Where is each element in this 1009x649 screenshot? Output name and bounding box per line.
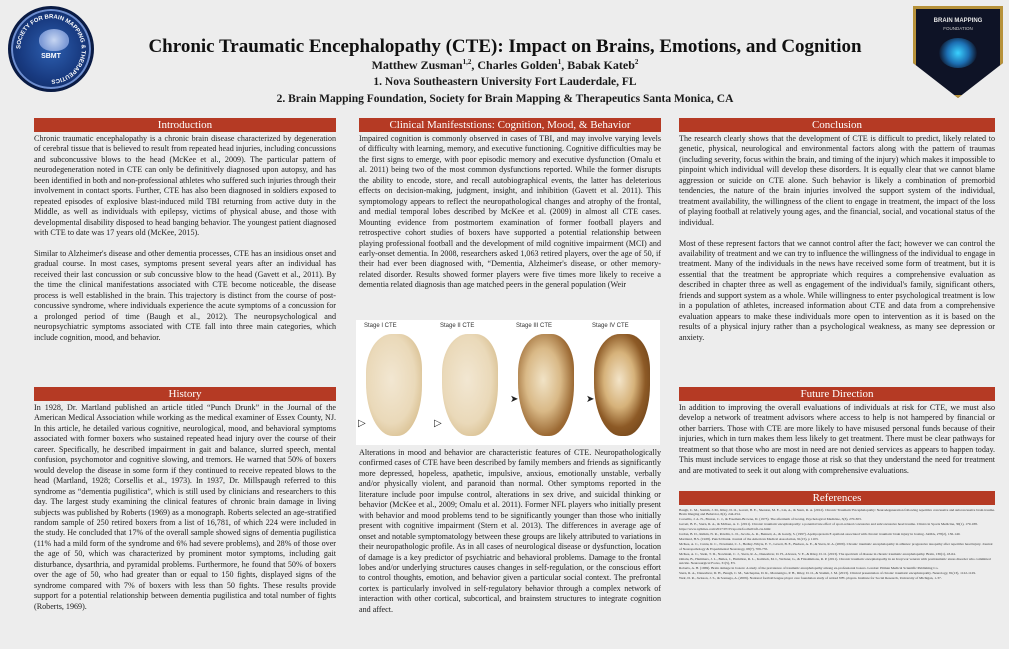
sbmt-label: SBMT (41, 53, 61, 60)
reference-item: Baugh, C. M., Stamm, J. M., Riley, D. O., Gavett, B. E., Shenton, M. E., Lin, A., & Stern, R. A. (2012). Chronic Traumatic Encephalopathy: Neurodegeneration following repetitive concussive and subconcussive brain trauma. Brain Imaging and Behavior, 6(2), 244-254. (679, 508, 995, 517)
stage-panel (508, 320, 584, 445)
stage-panel (356, 320, 432, 445)
reference-item: Martland, H.S. (1928). Punch Drunk. Journal of the American Medical Association, 91(15), p 1103. (679, 537, 819, 542)
clinical-body-bottom (359, 448, 661, 643)
sbmt-logo-icon (8, 6, 94, 92)
brain-slice-image (594, 334, 650, 436)
introduction-heading: Introduction (34, 118, 336, 132)
reference-item: Weir, D. R., Jackson, J. S., & Sonnega, A. (2009). National football league player care foundation study of retired NFL players. Institute for Social Research, University of Michigan, 1-37. (679, 576, 942, 581)
brain-slice-image (366, 334, 422, 436)
affiliation-2: 2. Brain Mapping Foundation, Society for Brain Mapping & Therapeutics Santa Monica, CA (276, 93, 734, 105)
history-heading: History (34, 387, 336, 401)
brain-slice-image (442, 334, 498, 436)
conclusion-paragraph: The research clearly shows that the development of CTE is difficult to predict, likely related to genetic, physical, neurological and environmental factors along with the pattern of traumas (including severity, focus within the brain, and timing of the injury) which makes it impossible to pinpoint which individual will develop these disorders. It is equally clear that we cannot blame aggression or suicide on CTE alone. Such behavior is likely a combination of premorbid tendencies, the nature of the brain injuries involved the support system of the individual, treatment availability, the willingness of the client to engage in treatment, the impact of the loss of playing football at relatively young ages, and the financial, social, and vocational status of the individual. (679, 134, 995, 227)
arrow-icon: ➤ (510, 394, 519, 405)
svg-text:SOCIETY FOR BRAIN MAPPING & TH: SOCIETY FOR BRAIN MAPPING & THERAPEUTICS (16, 14, 86, 84)
clinical-body-top (359, 134, 661, 318)
clinical-paragraph: Alterations in mood and behavior are characteristic features of CTE. Neuropathologically confirmed cases of CTE have been described by family members and friends as significantly more depressed, hopeless, apathetic, impulsive, anxious, emotionally unstable, verbally and/or physically violent, and paranoid than normal. Other symptoms reported in the literature include poor impulse control, alterations in sex drive, and suicidal thinking or behavior (McKee et al., 2009; Omalu et al. 2011). Former NFL players who initially present with behavior and mood problems tend to be significantly younger than those who initially present with cognitive impairment (Stern et al. 2013). The differences in average age of onset and notable symptomatology between these groups are likely attributed to variations in their neuropathologic profile. As in all cases of neurological disease or dysfunction, location of damage is a key predictor of psychiatric and behavioral problems. Damage to the frontal lobes and/or underlying structures causes changes in self-regulation, or the conscious effort to control thoughts, emotion, and behavior given a particular social context. The prefrontal cortex is particularly involved in self-regulatory behavior through a complex network of interaction with other cortical, subcortical, and brainstem structures to integrate cognition and affect. (359, 448, 661, 614)
future-direction-body (679, 403, 995, 489)
brain-icon (39, 29, 69, 51)
reference-item: Corsellis, J. A. N., Bruton, C. J., & Freeman-Browne, D. (1973). The aftermath of boxing. Psychological Medicine, 3(3), 270-303. (679, 517, 862, 522)
logo-brand-text: BRAIN MAPPING FOUNDATION (933, 18, 983, 31)
brain-slice-image (518, 334, 574, 436)
reference-item: Omalu, B., Hammers, J. L., Bailes, J., Hamilton, R. L., Kamboh, M. I., Webster, G., & Fitzsimmons, R. P. (2011). Chronic traumatic encephalopathy in an Iraqi war veteran with posttraumatic stress disorder who committed suicide. Neurosurgical Focus, 31(5), E3. (679, 556, 991, 566)
reference-item: Gavett, B. E., Stern, R. A., & McKee, A. C. (2011). Chronic traumatic encephalopathy: a potential late effect of sport-related concussive and subconcussive head trauma. Clinics in Sports Medicine, 30(1), 179-188. (679, 522, 978, 527)
stage-label: Stage II CTE (440, 323, 475, 329)
introduction-paragraph: Chronic traumatic encephalopathy is a chronic brain disease characterized by degeneration of cerebral tissue that is believed to result from repeated head injuries, including concussions and subconcussive blows to the head (McKee et al., 2009). The particular pattern of neurodegeneration noted in CTE can only be definitively diagnosed upon autopsy, and has been identified in both and non-professional athletes who suffered such injuries through their involvement in contact sports. Further, CTE has also been diagnosed in soldiers exposed to repeated episodes of explosive blast-induced mild TBI returning from active duty in the Middle, as well as individuals with epilepsy, victims of physical abuse, and those with developmental disability disposed to head banging behavior. The youngest patient diagnosed with CTE to date was 17 years old (McKee, 2015). (34, 134, 336, 238)
clinical-paragraph: Impaired cognition is commonly observed in cases of TBI, and may involve varying levels of difficulty with learning, memory, and executive functioning. Cognitive difficulties may be the first signs to emerge, with poor episodic memory and executive dysfunction (Omalu et al. 2011) being two of the most common dysfunctions reported. While the former disrupts the ability to encode, store, and recall autobiographical events, the latter has deleterious effects on decision-making, judgment, insight, and inhibition (Gavett et al. 2011). This symptomology appears to reflect the neuropathological changes and atrophy of the frontal, and medial temporal lobes described by McKee et al. (2009) in almost all CTE cases. Mounting evidence from postmortem examination of former football players and retrospective cohort studies of boxers have supported a potential relationship between playing professional football and the development of mild cognitive impairment (MCI) and early-onset dementia. In 2008, researchers asked 1,063 retired players, over the age of 50, if their had ever been diagnosed with, “Dementia, Alzheimer's disease, or other memory-related disorder. Results showed former players were five times more likely to receive a dementia related diagnosis than age matched peers in the general population (Weir (359, 134, 661, 290)
reference-item: Roberts, A. H. (1969). Brain damage in boxers: A study of the prevalence of traumatic encephalopathy among ex-professional boxers. London: Pitman Medical Scientific Publishing Co. (679, 566, 939, 571)
affiliation-1: 1. Nova Southeastern University Fort Lauderdale, FL (373, 76, 637, 88)
references-list (679, 508, 995, 644)
arrow-icon: ▷ (434, 418, 442, 429)
conclusion-heading: Conclusion (679, 118, 995, 132)
references-heading: References (679, 491, 995, 505)
future-direction-paragraph: In addition to improving the overall evaluations of individuals at risk for CTE, we must also develop a network of treatment advisors where access to help is not hampered by financial or other barriers. Those with CTE are more likely to have misused personal funds because of their injuries, which in turn makes them less likely to get treatment. There must be clear pathways for treatment so that those who are most in need are not denied services as appears to happen today. This must include services to engage those at risk so that they understand the need for treatment and are motivated to seek it out along with comprehensive evaluations. (679, 403, 995, 475)
introduction-body (34, 134, 336, 374)
history-paragraph: In 1928, Dr. Martland published an article titled “Punch Drunk” in the Journal of the American Medical Association while working as the medical examiner of Essex County, NJ. In this article, he detailed various cognitive, neurological, mood, and behavioral symptoms associated with former boxers who sustained repeated head injury over the course of their career. Specifically, he described impairment in gait and balance, slurred speech, mental confusion, psychomotor and cognitive slowing, and tremors. He warned that 50% of boxers would develop the disease in some form if they continued to receive repeated blows to the head (Martland, 1928; Corsellis et al., 1973). In 1937, Dr. Millspaugh referred to this syndrome as “dementia pugilistica”, which is still used by clinicians and researchers to this day. The largest study examining the clinical features of chronic brain damage in living subjects was published by Roberts (1969) as a monograph. Roberts selected an age-stratified random sample of 250 retired boxers from a list of 16,781, of which 224 were included in the study. He concluded that 17% of the overall sample showed signs of dementia pugilistica (11% had a mild form of the syndrome and 6% had severe problems), and 28% of those over the age of 50, which was characterized by prominent motor symptoms, including gait disturbance, dysarthria, and pyramidal problems. Furthermore, he found that 50% of boxers over the age of 50, who had greater than or equal to 150 fights, displayed signs of the syndrome compared with 7% of boxers with less than 50 fights. These results provide support for a potential relationship between dementia pugilistica and total number of fights (Roberts, 1969). (34, 403, 336, 611)
reference-item: McKee, A. C., Cantu, R. C., Nowinski, C. J., Hedley-Whyte, E. T., Gavett, B. E., Budson, A. E., & Stern, R. A. (2009). Chronic traumatic encephalopathy in athletes: progressive tauopathy after repetitive head injury. Journal of Neuropathology & Experimental Neurology, 68(7), 709-735. (679, 542, 993, 551)
reference-item: Stern, R. A., Daneshvar, D. H., Baugh, C. M., Seichepine, D. R., Montenigro, P. H., Riley, D. O., & Stamm, J. M. (2013). Clinical presentation of chronic traumatic encephalopathy. Neurology, 81(13), 1122-1129. (679, 571, 976, 576)
arrow-icon: ➤ (586, 394, 595, 405)
stage-panel (432, 320, 508, 445)
reference-item: https://www.nytimes.com/2017/07/25/sports/football/nfl-cte.html (679, 527, 771, 532)
clinical-heading: Clinical Manifeststions: Cognition, Mood, & Behavior (359, 118, 661, 132)
brain-mapping-foundation-logo-icon (913, 6, 1003, 98)
introduction-paragraph: Similar to Alzheimer's disease and other dementia processes, CTE has an insidious onset and gradual course. In most cases, symptoms present several years after an individual has received their last concussion or sub concussive blow to the head (Gavett et al., 2011). By the time the clinical manifestations associated with CTE become noticeable, the disease process is well established in the brain. This trajectory is distinct from the course of post-concussive syndrome, where individuals experience the acute symptoms of a concussion for a prolonged period of time (Baugh et al., 2012). The neuropsychological and neuropsychiatric symptoms associated with CTE fall into three main categories, which include cognition, mood, and behavior. (34, 248, 336, 342)
reference-item: McKee, A. C., Stein, T. D., Nowinski, C. J., Stern, R. A., Daneshvar, D. H., Alvarez, V. E., & Riley, D. O. (2013). The spectrum of disease in chronic traumatic encephalopathy. Brain, 136(1), 43-64. (679, 551, 956, 556)
stage-panel (584, 320, 660, 445)
cte-stages-figure (356, 320, 660, 445)
conclusion-body (679, 134, 995, 384)
authors: Matthew Zusman$^{1,2}$, Charles Golden$^1$, Babak Kateb$^2$ (371, 58, 639, 72)
conclusion-paragraph: Most of these represent factors that we cannot control after the fact; however we can control the availability of treatment and we can try to influence the willingness of the individual to engage in treatment. Many of the individuals in the news have received some form of treatment, but it is essential that the treatment be appropriate which requires a comprehensive evaluation as described in chapter three as well as engagement of the individual's family, significant others, friends and support system as a whole. While willingness to enter psychological treatment is low in a population of athletes, increased information about CTE and data from a comprehensive evaluation appears to make these individuals more open to intervention as it is based on the results of a physical injury rather than a psychological weakness, as many see depression or anxiety. (679, 238, 995, 342)
glowing-brain-icon (939, 38, 977, 68)
stage-label: Stage IV CTE (592, 323, 629, 329)
stage-label: Stage III CTE (516, 323, 553, 329)
future-direction-heading: Future Direction (679, 387, 995, 401)
stage-label: Stage I CTE (364, 323, 397, 329)
history-body (34, 403, 336, 641)
reference-item: Jordan, B. D., Relkin, N. R., Ravdin, L. D., Jacobs, A. R., Bennett, A., & Gandy, S. (1997). Apolipoprotein E epsilon4 associated with chronic traumatic brain injury in boxing. JAMA, 278(2), 136-140. (679, 532, 961, 537)
poster-title: Chronic Traumatic Encephalopathy (CTE): Impact on Brains, Emotions, and Cognition (148, 36, 862, 57)
arrow-icon: ▷ (358, 418, 366, 429)
